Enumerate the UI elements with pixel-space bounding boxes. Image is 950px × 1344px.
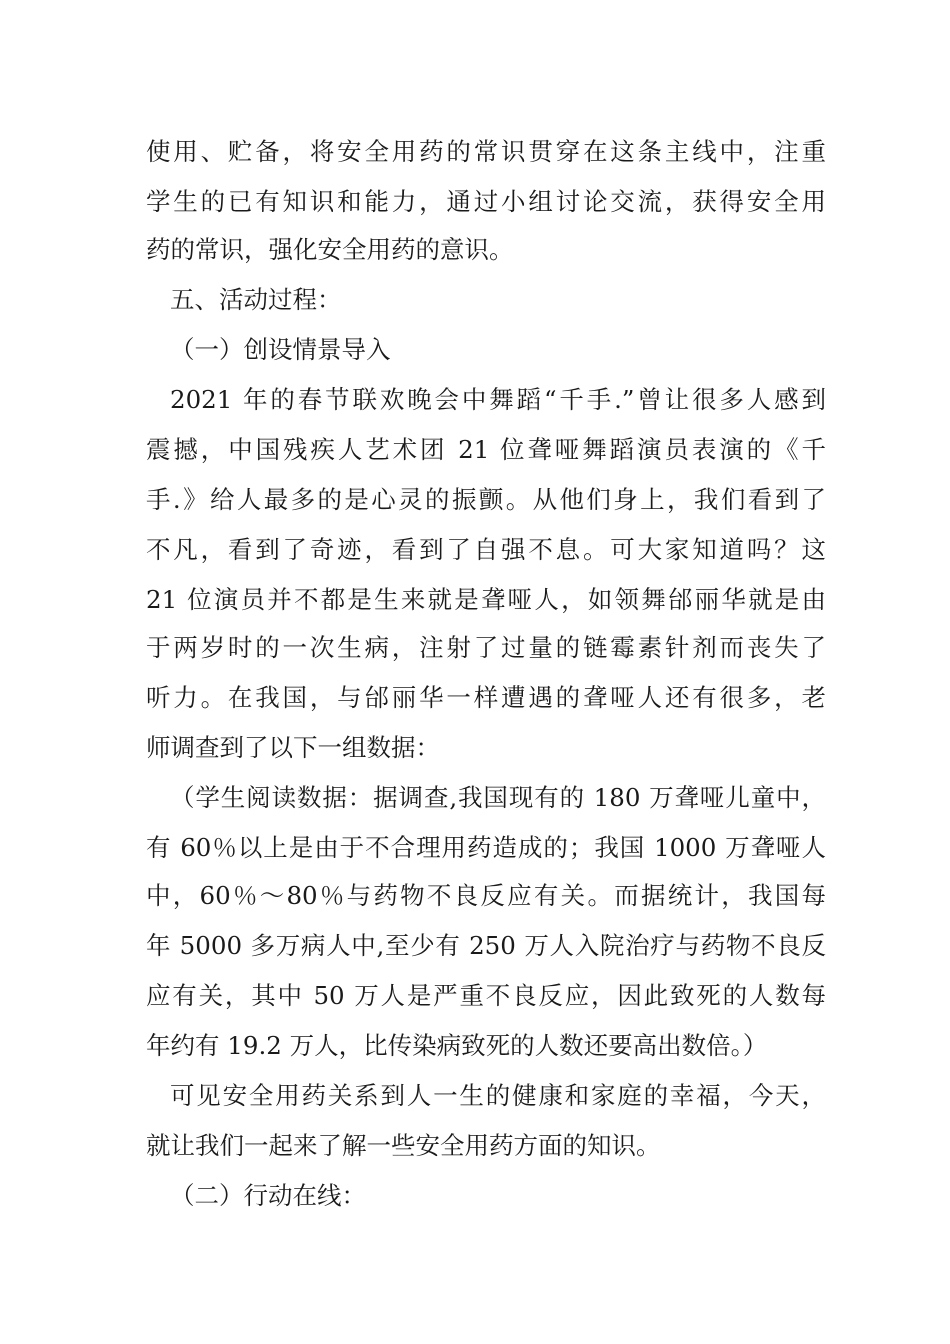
subsection-heading: （一）创设情景导入 [170,335,391,364]
text-line: 学生的已有知识和能力，通过小组讨论交流，获得安全用 [146,187,826,216]
text-line: 2021 年的春节联欢晚会中舞蹈“千手.”曾让很多人感到 [170,385,826,414]
text-line: 可见安全用药关系到人一生的健康和家庭的幸福，今天， [170,1081,826,1110]
text-line: 使用、贮备，将安全用药的常识贯穿在这条主线中，注重 [146,137,826,166]
section-heading: 五、活动过程： [170,285,342,314]
text-line: 师调查到了以下一组数据： [146,733,440,762]
text-line: 手.》给人最多的是心灵的振颤。从他们身上，我们看到了 [146,485,826,514]
text-line: 就让我们一起来了解一些安全用药方面的知识。 [146,1131,661,1160]
text-line: 听力。在我国，与邰丽华一样遭遇的聋哑人还有很多，老 [146,683,826,712]
text-line: 21 位演员并不都是生来就是聋哑人，如领舞邰丽华就是由 [146,585,826,614]
text-line: 有 60％以上是由于不合理用药造成的；我国 1000 万聋哑人 [146,833,826,862]
text-line: 年 5000 多万病人中,至少有 250 万人入院治疗与药物不良反 [146,931,826,960]
text-line: （学生阅读数据：据调查,我国现有的 180 万聋哑儿童中， [170,783,826,812]
text-line: 震撼，中国残疾人艺术团 21 位聋哑舞蹈演员表演的《千 [146,435,826,464]
text-line: 年约有 19.2 万人，比传染病致死的人数还要高出数倍。） [146,1031,768,1060]
text-line: 应有关，其中 50 万人是严重不良反应，因此致死的人数每 [146,981,826,1010]
text-line: 不凡，看到了奇迹，看到了自强不息。可大家知道吗？这 [146,535,826,564]
subsection-heading: （二）行动在线： [170,1181,366,1210]
text-line: 于两岁时的一次生病，注射了过量的链霉素针剂而丧失了 [146,633,826,662]
text-line: 药的常识，强化安全用药的意识。 [146,235,514,264]
text-line: 中，60％～80％与药物不良反应有关。而据统计，我国每 [146,881,826,910]
